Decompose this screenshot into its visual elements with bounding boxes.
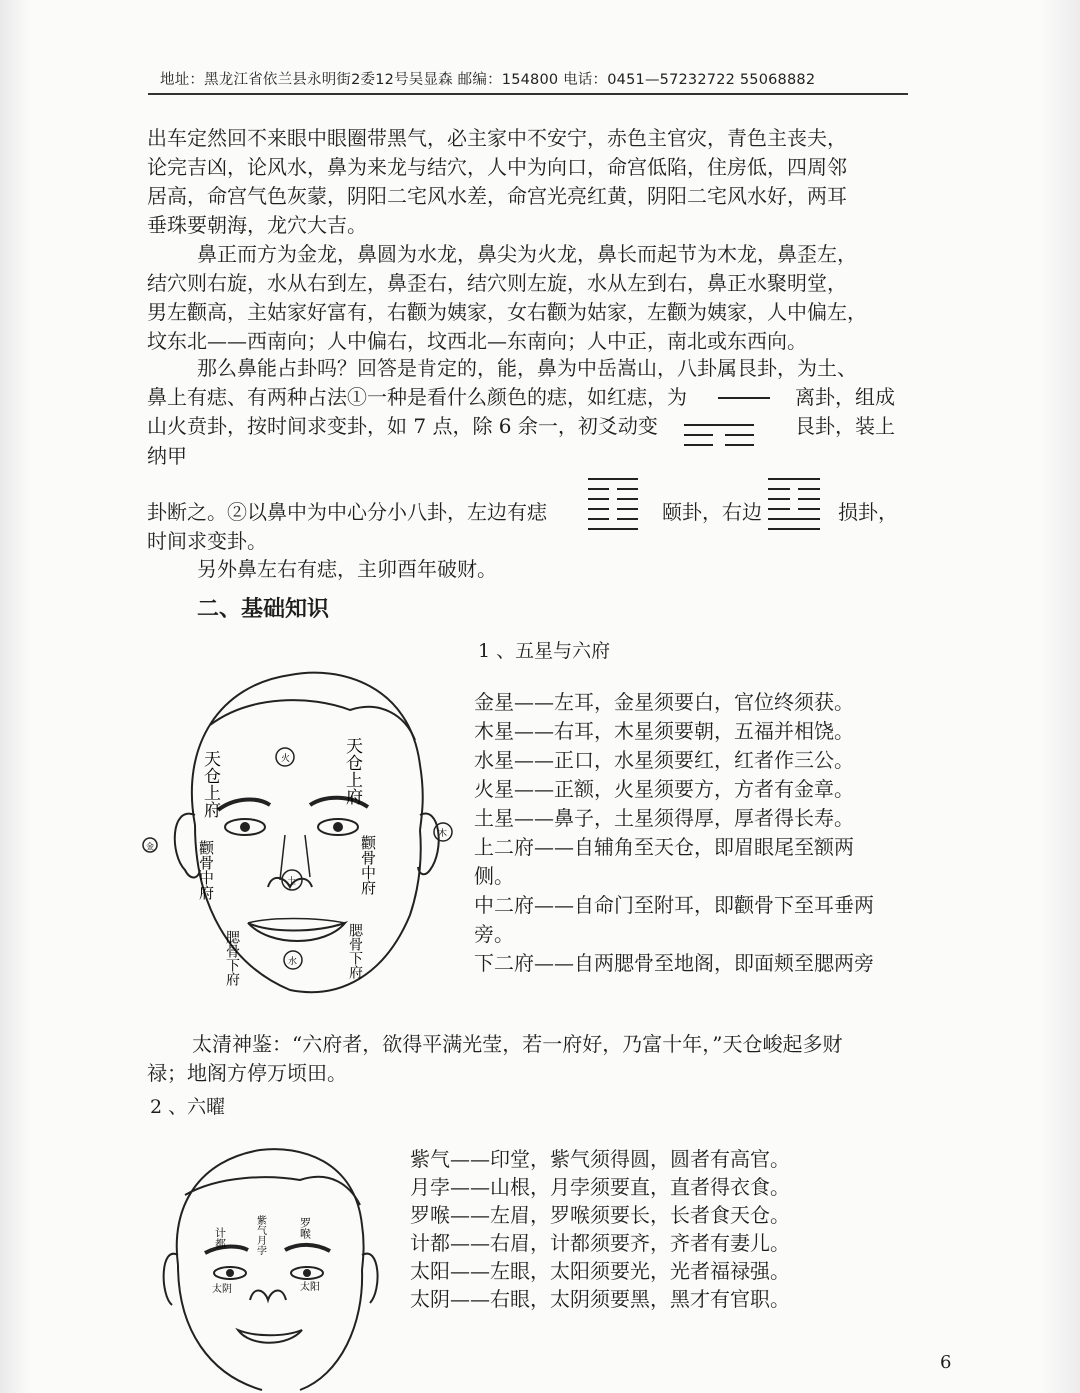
para3-line3b: 艮卦，装上 bbox=[795, 414, 895, 438]
liuyao-row: 太阳——左眼，太阳须要光，光者福禄强。 bbox=[410, 1259, 790, 1283]
face-label-left-low: 腮骨下府 bbox=[224, 930, 240, 986]
para1-line: 论完吉凶，论风水，鼻为来龙与结穴，人中为向口，命宫低陷，住房低，四周邻 bbox=[147, 155, 847, 179]
face2-label-luohou: 罗喉 bbox=[298, 1217, 312, 1239]
liuyao-row: 月孛——山根，月孛须要直，直者得衣食。 bbox=[410, 1175, 790, 1199]
paragraph-2 bbox=[147, 240, 907, 356]
para3-line3a: 山火贲卦，按时间求变卦，如 7 点，除 6 余一，初爻动变 bbox=[147, 414, 658, 438]
liuyao-row: 罗喉——左眉，罗喉须要长，长者食天仓。 bbox=[410, 1203, 790, 1227]
face-label-huo: 火 bbox=[281, 754, 291, 764]
face-diagram-wuxing bbox=[140, 655, 465, 1020]
para3-line1: 那么鼻能占卦吗？回答是肯定的，能，鼻为中岳嵩山，八卦属艮卦，为土、 bbox=[197, 356, 857, 380]
sun-hexagram bbox=[768, 478, 820, 538]
wuxing-row: 下二府——自两腮骨至地阁，即面颊至腮两旁 bbox=[474, 951, 874, 975]
face-label-right-top: 天仓上府 bbox=[342, 737, 362, 805]
header-rule bbox=[148, 93, 908, 95]
para3-line6: 时间求变卦。 bbox=[147, 529, 267, 553]
taiqing-line: 禄；地阁方停万顷田。 bbox=[147, 1061, 347, 1085]
para2-line: 坟东北——西南向；人中偏右，坟西北—东南向；人中正，南北或东西向。 bbox=[147, 329, 807, 353]
liuyao-list bbox=[410, 1145, 790, 1313]
wuxing-row: 木星——右耳，木星须要朝，五福并相饶。 bbox=[474, 719, 854, 743]
taiqing-line: 太清神鉴：“六府者，欲得平满光莹，若一府好，乃富十年，”天仓峻起多财 bbox=[192, 1032, 843, 1056]
face-label-jin: 金 bbox=[146, 842, 154, 851]
para1-line: 出车定然回不来眼中眼圈带黑气，必主家中不安宁，赤色主官灾，青色主丧夫， bbox=[147, 126, 847, 150]
paragraph-1 bbox=[147, 124, 907, 240]
wuxing-row: 上二府——自辅角至天仓，即眉眼尾至额两 bbox=[474, 835, 854, 859]
para2-line: 男左颧高，主姑家好富有，右颧为姨家，女右颧为姑家，左颧为姨家，人中偏左， bbox=[147, 300, 867, 324]
wuxing-row: 金星——左耳，金星须要白，官位终须获。 bbox=[474, 690, 854, 714]
face-diagram-liuyao bbox=[150, 1135, 395, 1393]
wuxing-list bbox=[474, 688, 874, 978]
para3-line4: 纳甲 bbox=[147, 444, 187, 468]
face2-label-ziqi: 紫气月孛 bbox=[254, 1215, 266, 1255]
gen-trigram-lines bbox=[684, 424, 754, 454]
taiqing-quote bbox=[147, 1030, 907, 1088]
para3-line5c: 损卦， bbox=[838, 500, 898, 524]
li-trigram bbox=[718, 397, 770, 407]
wuxing-title: 1 、五星与六府 bbox=[478, 640, 611, 662]
para3-line5b: 颐卦，右边 bbox=[662, 500, 762, 524]
face-label-right-mid: 颧骨中府 bbox=[359, 835, 377, 895]
para2-line: 鼻正而方为金龙，鼻圆为水龙，鼻尖为火龙，鼻长而起节为木龙，鼻歪左， bbox=[197, 242, 857, 266]
face2-label-taiyang: 太阳 bbox=[300, 1282, 320, 1293]
wuxing-row: 侧。 bbox=[474, 864, 514, 888]
para3-line7: 另外鼻左右有痣，主卯酉年破财。 bbox=[197, 557, 497, 581]
para3-line2b: 离卦，组成 bbox=[795, 385, 895, 409]
face-label-left-mid: 颧骨中府 bbox=[197, 840, 215, 900]
face-label-mu: 木 bbox=[438, 829, 448, 839]
liuyao-row: 太阴——右眼，太阴须要黑，黑才有官职。 bbox=[410, 1287, 790, 1311]
face2-label-jidu: 计都 bbox=[213, 1227, 227, 1249]
liuyao-title: 2 、六曜 bbox=[150, 1096, 226, 1118]
face-label-shui: 水 bbox=[288, 957, 298, 967]
liuyao-row: 计都——右眉，计都须要齐，齐者有妻儿。 bbox=[410, 1231, 790, 1255]
yi-hexagram bbox=[588, 478, 638, 538]
page-header-address: 地址：黑龙江省依兰县永明街2委12号吴显森 邮编：154800 电话：0451—57232722 55068882 bbox=[160, 72, 816, 88]
para2-line: 结穴则右旋，水从右到左，鼻歪右，结穴则左旋，水从左到右，鼻正水聚明堂， bbox=[147, 271, 847, 295]
face2-label-taiyin: 太阴 bbox=[212, 1284, 232, 1295]
scan-shadow-right bbox=[1040, 0, 1080, 1393]
wuxing-row: 水星——正口，水星须要红，红者作三公。 bbox=[474, 748, 854, 772]
para1-line: 居高，命宫气色灰蒙，阴阳二宅风水差，命宫光亮红黄，阴阳二宅风水好，两耳 bbox=[147, 184, 847, 208]
face-label-right-low: 腮骨下府 bbox=[347, 923, 363, 979]
face-label-tu: 土 bbox=[287, 877, 297, 887]
face-label-left-top: 天仓上府 bbox=[200, 750, 220, 818]
para1-line: 垂珠要朝海，龙穴大吉。 bbox=[147, 213, 367, 237]
wuxing-row: 中二府——自命门至附耳，即颧骨下至耳垂两 bbox=[474, 893, 874, 917]
para3-line2a: 鼻上有痣、有两种占法①一种是看什么颜色的痣，如红痣，为 bbox=[147, 385, 687, 409]
scan-shadow-left bbox=[0, 0, 30, 1393]
para3-line5a: 卦断之。②以鼻中为中心分小八卦，左边有痣 bbox=[147, 500, 547, 524]
page-number: 6 bbox=[940, 1352, 952, 1373]
section-heading: 二、基础知识 bbox=[197, 596, 330, 622]
wuxing-row: 火星——正额，火星须要方，方者有金章。 bbox=[474, 777, 854, 801]
liuyao-row: 紫气——印堂，紫气须得圆，圆者有高官。 bbox=[410, 1147, 790, 1171]
wuxing-row: 土星——鼻子，土星须得厚，厚者得长寿。 bbox=[474, 806, 854, 830]
wuxing-row: 旁。 bbox=[474, 922, 514, 946]
